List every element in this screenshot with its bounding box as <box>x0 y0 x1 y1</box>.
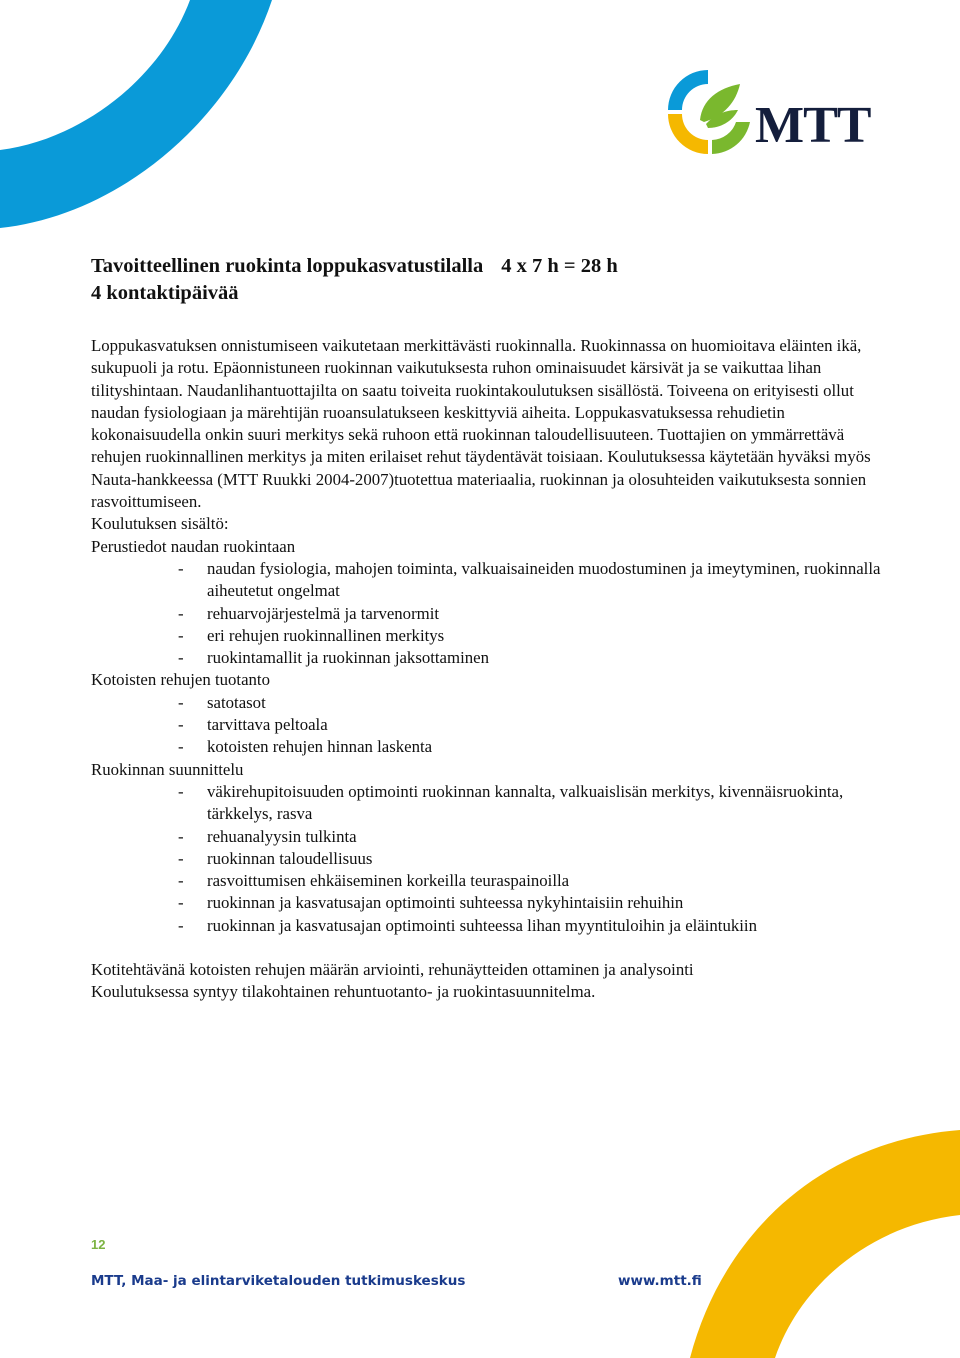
list-item: - naudan fysiologia, mahojen toiminta, valkuaisaineiden muodostuminen ja imeytyminen, ruokinnalla aiheutetut ongelmat <box>178 558 881 601</box>
list-item: - rehuanalyysin tulkinta <box>178 826 357 846</box>
section-list <box>91 558 881 669</box>
section-title: Perustiedot naudan ruokintaan <box>91 536 296 556</box>
homework-text: Kotitehtävänä kotoisten rehujen määrän arviointi, rehunäytteiden ottaminen ja analysointi <box>91 960 694 980</box>
list-item: - rehuarvojärjestelmä ja tarvenormit <box>178 603 440 623</box>
list-item: - ruokintamallit ja ruokinnan jaksottaminen <box>178 648 489 668</box>
section-title: Ruokinnan suunnittelu <box>91 759 244 779</box>
list-item: - satotasot <box>178 692 266 712</box>
mtt-logo <box>660 62 871 162</box>
list-item: - tarvittava peltoala <box>178 715 328 735</box>
intro-paragraph: Loppukasvatuksen onnistumiseen vaikutetaan merkittävästi ruokinnalla. Ruokinnassa on huomioitava eläinten ikä, sukupuoli ja rotu. Epäonnistuneen ruokinnan vaikutuksesta ruhon ominaisuudet kärsivät ja se vaikuttaa lihan tilityshintaan. Naudanlihantuottajilta on saatu toiveita ruokintakoulutuksen sisällöstä. Toiveena on erityisesti ollut naudan fysiologiaan ja märehtijän ruoansulatukseen keskittyviä aiheita. Loppukasvatuksessa rehudietin kokonaisuudella onkin suuri merkitys sekä ruhoon että ruokinnan taloudellisuuteen. Tuottajien on ymmärrettävä rehujen ruokinnallinen merkitys ja miten erilaiset rehut täydentävät toisiaan. Koulutuksessa käytetään hyväksi myös Nauta-hankkeessa (MTT Ruukki 2004-2007)tuotettua materiaalia, ruokinnan ja olosuhteiden vaikutuksesta sonnien rasvoittumiseen. <box>91 336 871 512</box>
section-title: Kotoisten rehujen tuotanto <box>91 670 270 690</box>
contents-label: Koulutuksen sisältö: <box>91 514 229 534</box>
title-days: 4 kontaktipäivää <box>91 282 239 304</box>
mtt-logo-mark <box>660 62 760 162</box>
logo-text: MTT <box>755 97 871 154</box>
list-item: - ruokinnan taloudellisuus <box>178 848 373 868</box>
list-item: - ruokinnan ja kasvatusajan optimointi suhteessa nykyhintaisiin rehuihin <box>178 893 684 913</box>
list-item: - kotoisten rehujen hinnan laskenta <box>178 737 433 757</box>
title-main: Tavoitteellinen ruokinta loppukasvatustilalla <box>91 255 484 277</box>
page-number: 12 <box>91 1237 106 1252</box>
list-item: - eri rehujen ruokinnallinen merkitys <box>178 625 445 645</box>
yellow-corner-arc <box>690 1130 960 1358</box>
list-item: - väkirehupitoisuuden optimointi ruokinnan kannalta, valkuaislisän merkitys, kivennäisruokinta, tärkkelys, rasva <box>178 781 844 824</box>
footer-url[interactable]: www.mtt.fi <box>618 1273 702 1289</box>
list-item: - rasvoittumisen ehkäiseminen korkeilla teuraspainoilla <box>178 871 570 891</box>
footer-org: MTT, Maa- ja elintarviketalouden tutkimuskeskus <box>91 1273 466 1289</box>
outcome-text: Koulutuksessa syntyy tilakohtainen rehuntuotanto- ja ruokintasuunnitelma. <box>91 982 596 1002</box>
blue-corner-arc <box>0 0 272 228</box>
document-body <box>91 253 881 1004</box>
list-item: - ruokinnan ja kasvatusajan optimointi suhteessa lihan myyntituloihin ja eläintukiin <box>178 915 757 935</box>
title-hours: 4 x 7 h = 28 h <box>501 255 618 277</box>
section-list <box>91 781 881 937</box>
section-list <box>91 692 881 759</box>
page-title <box>91 253 881 307</box>
